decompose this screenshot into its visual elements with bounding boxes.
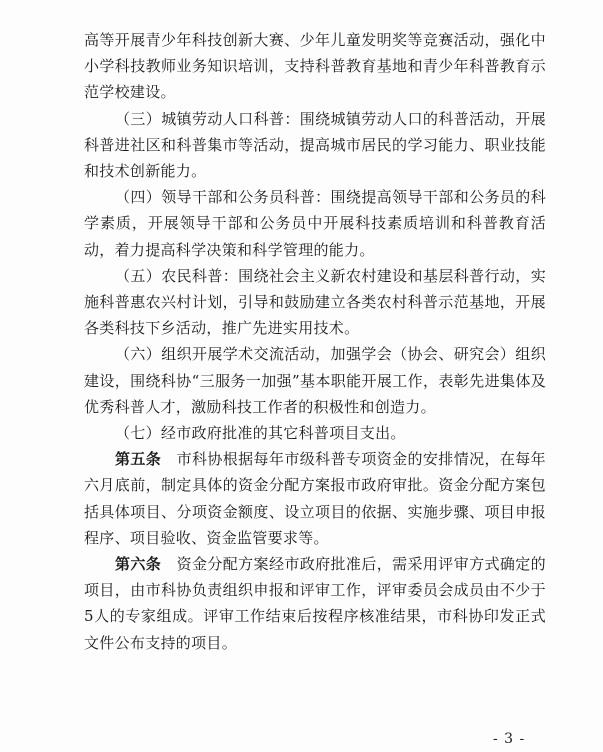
document-body [84, 27, 546, 656]
paragraph-text: （六）组织开展学术交流活动，加强学会（协会、研究会）组织建设，围绕科协“三服务一加强”基本职能开展工作，表彰先进集体及优秀科普人才，激励科技工作者的积极性和创造力。 [84, 345, 546, 416]
paragraph-text: 高等开展青少年科技创新大赛、少年儿童发明奖等竞赛活动，强化中小学科技教师业务知识培训，支持科普教育基地和青少年科普教育示范学校建设。 [84, 31, 546, 102]
paragraph-continuation [84, 27, 546, 106]
paragraph-text: 市科协根据每年市级科普专项资金的安排情况，在每年六月底前，制定具体的资金分配方案报市政府审批。资金分配方案包括具体项目、分项资金额度、设立项目的依据、实施步骤、项目申报程序、项目验收、资金监管要求等。 [84, 450, 546, 547]
page-number: - 3 - [493, 731, 526, 747]
paragraph-text: （五）农民科普：围绕社会主义新农村建设和基层科普行动，实施科普惠农兴村计划，引导和鼓励建立各类农村科普示范基地，开展各类科技下乡活动，推广先进实用技术。 [84, 266, 546, 338]
paragraph-farmer-science [84, 263, 546, 342]
paragraph-academic-exchange [84, 341, 546, 420]
article-heading: 第六条 [115, 555, 162, 574]
paragraph-text: 资金分配方案经市政府批准后，需采用评审方式确定的项目，由市科协负责组织申报和评审工作，评审委员会成员由不少于5人的专家组成。评审工作结束后按程序核准结果，市科协印发正式文件公布支持的项目。 [84, 555, 546, 652]
paragraph-text: （三）城镇劳动人口科普：围绕城镇劳动人口的科普活动，开展科普进社区和科普集市等活动，提高城市居民的学习能力、职业技能和技术创新能力。 [84, 109, 546, 181]
paragraph-text: （七）经市政府批准的其它科普项目支出。 [115, 424, 406, 443]
paragraph-other-projects [84, 420, 546, 446]
paragraph-text: （四）领导干部和公务员科普：围绕提高领导干部和公务员的科学素质，开展领导干部和公务员中开展科技素质培训和科普教育活动，着力提高科学决策和科学管理的能力。 [84, 188, 546, 259]
paragraph-officials-science [84, 184, 546, 263]
article-six [84, 551, 546, 656]
article-heading: 第五条 [115, 450, 162, 469]
paragraph-urban-labor-science [84, 106, 546, 185]
article-five [84, 446, 546, 551]
